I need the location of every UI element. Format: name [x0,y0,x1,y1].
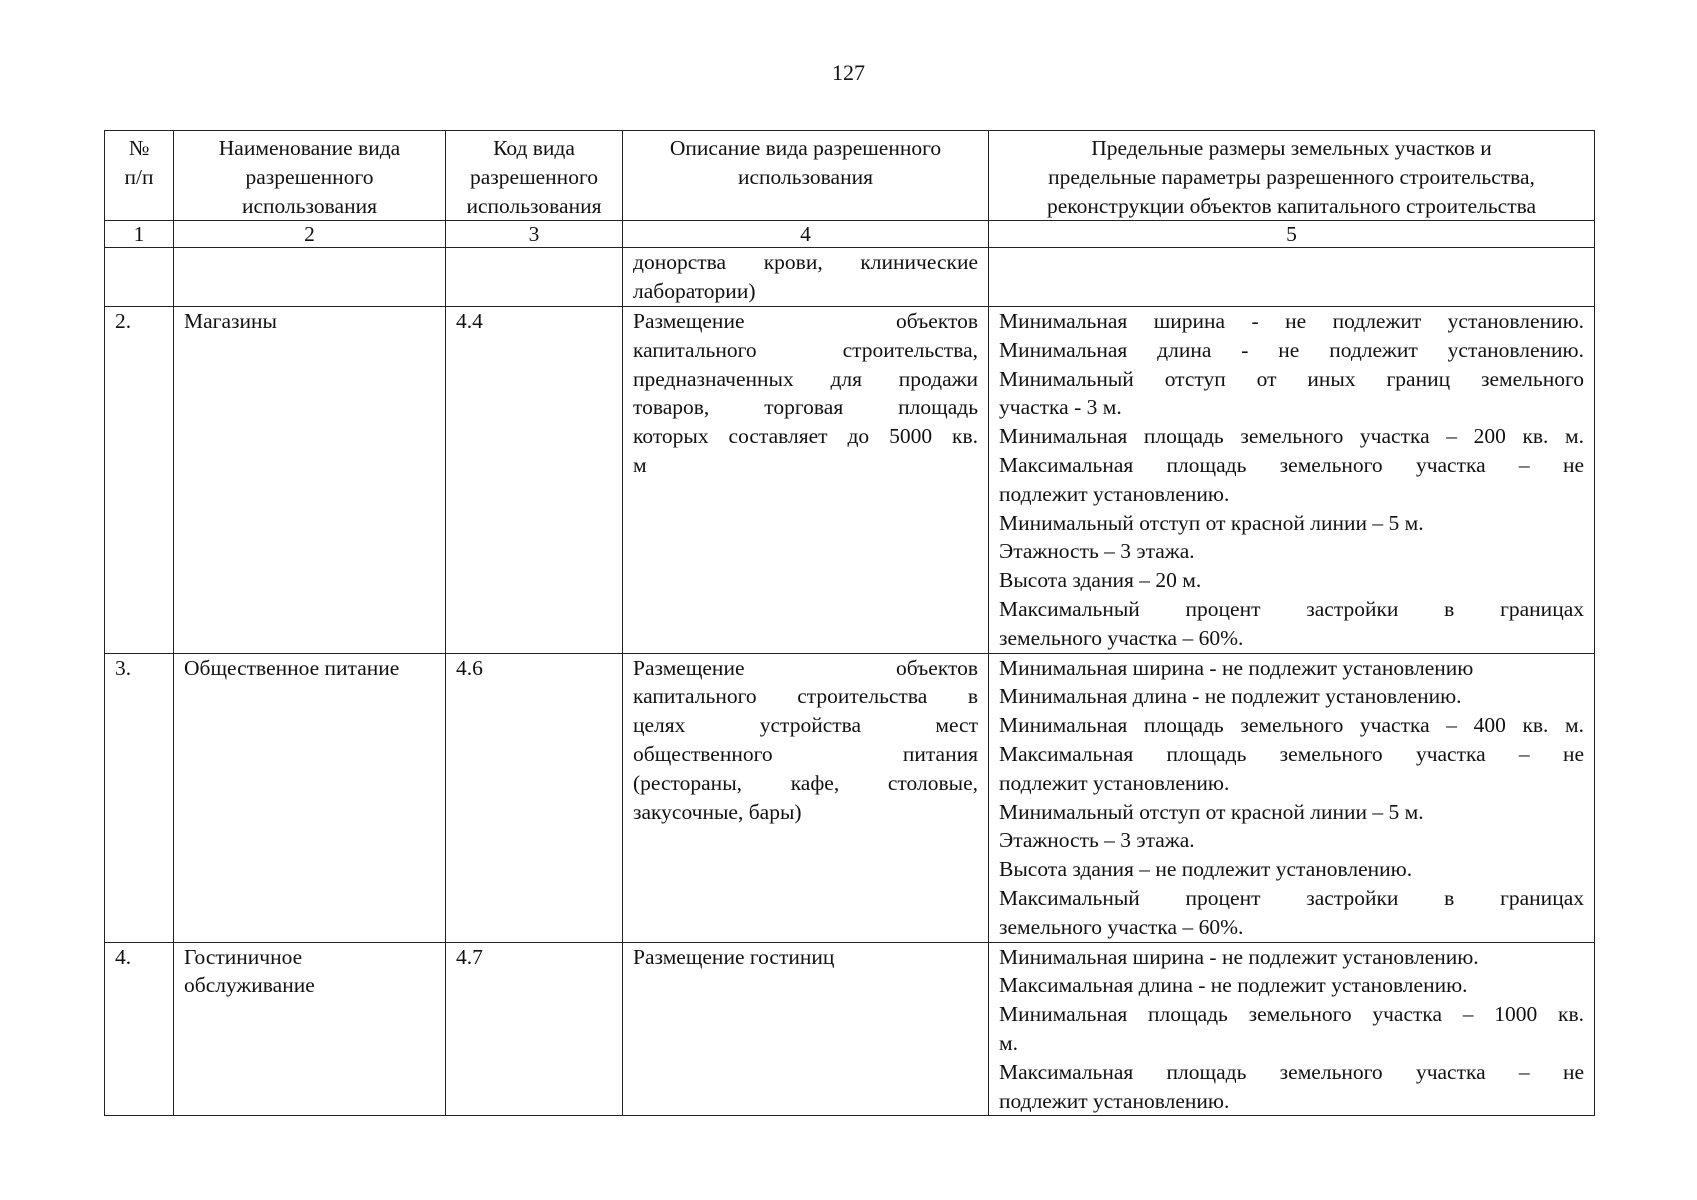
header-num [105,131,174,221]
description-line: закусочные, бары) [633,799,802,824]
row-number: 4. [105,942,174,1116]
header-line: использования [242,193,377,218]
header-params [989,131,1595,221]
parameter-line: м. [999,1030,1018,1055]
use-name-line: Общественное питание [184,655,400,680]
header-line: разрешенного [470,164,598,189]
header-line: использования [466,193,602,218]
description-line: Размещение объектов [633,308,978,333]
parameter-line: Минимальная ширина - не подлежит установлению [999,655,1474,680]
header-line: разрешенного [245,164,374,189]
column-number-row [105,221,1595,248]
parameter-line: Максимальная площадь земельного участка – не [999,1059,1584,1084]
table-row [105,653,1595,942]
header-line: Предельные размеры земельных участков и [1091,136,1492,160]
regulations-table [104,130,1595,1116]
use-parameters [989,248,1595,307]
parameter-line: Высота здания – не подлежит установлению. [999,857,1413,882]
use-code: 4.4 [446,306,623,653]
use-code: 4.7 [446,942,623,1116]
parameter-line: Максимальный процент застройки в границах [999,885,1584,910]
table-row [105,248,1595,307]
parameter-line: земельного участка – 60%. [999,914,1244,939]
column-number: 3 [446,221,623,248]
description-line: м [633,452,647,477]
use-description [623,942,989,1116]
parameter-line: Минимальная площадь земельного участка – 200 кв. м. [999,424,1584,449]
description-line: (рестораны, кафе, столовые, [633,770,978,795]
table-row [105,942,1595,1116]
column-number: 5 [989,221,1595,248]
header-line: использования [738,164,873,189]
use-description [623,248,989,307]
parameter-line: Минимальная ширина - не подлежит установлению. [999,308,1584,333]
use-name [174,942,446,1116]
column-number: 4 [623,221,989,248]
description-line: капитального строительства в [633,684,978,709]
column-number: 2 [174,221,446,248]
use-parameters [989,942,1595,1116]
parameter-line: подлежит установлению. [999,481,1230,506]
parameter-line: Максимальная площадь земельного участка – не [999,741,1584,766]
parameter-line: подлежит установлению. [999,770,1230,795]
parameter-line: Минимальная площадь земельного участка – 400 кв. м. [999,713,1584,738]
column-number: 1 [105,221,174,248]
parameter-line: земельного участка – 60%. [999,625,1244,650]
use-name [174,653,446,942]
header-name [174,131,446,221]
page-number: 127 [832,60,865,85]
description-line: общественного питания [633,741,978,766]
description-line: лаборатории) [633,279,756,304]
parameter-line: Максимальная площадь земельного участка – не [999,452,1584,477]
parameter-line: Минимальный отступ от красной линии – 5 м. [999,510,1424,535]
description-line: донорства крови, клинические [633,250,978,275]
use-name [174,248,446,307]
header-line: предельные параметры разрешенного строительства, [1048,164,1535,189]
header-line: Наименование вида [218,136,401,160]
parameter-line: Минимальная длина - не подлежит установлению. [999,684,1462,709]
header-line: п/п [124,164,154,189]
description-line: Размещение гостиниц [633,944,835,969]
header-line: № [128,136,150,160]
parameter-line: Этажность – 3 этажа. [999,539,1195,564]
parameter-line: Высота здания – 20 м. [999,568,1202,593]
table-row [105,306,1595,653]
use-parameters [989,653,1595,942]
row-number: 2. [105,306,174,653]
use-code: 4.6 [446,653,623,942]
header-line: Описание вида разрешенного [669,136,942,160]
row-number [105,248,174,307]
use-parameters [989,306,1595,653]
parameter-line: подлежит установлению. [999,1088,1230,1113]
parameter-line: Минимальный отступ от красной линии – 5 м. [999,799,1424,824]
use-name [174,306,446,653]
use-name-line: Магазины [184,308,277,333]
use-description [623,306,989,653]
parameter-line: Минимальная длина - не подлежит установлению. [999,337,1584,362]
use-name-line: обслуживание [184,973,315,998]
use-name-line: Гостиничное [184,944,303,969]
header-line: Код вида [493,136,575,160]
table-header-row [105,131,1595,221]
use-code [446,248,623,307]
description-line: Размещение объектов [633,655,978,680]
parameter-line: Максимальный процент застройки в границах [999,596,1584,621]
parameter-line: Этажность – 3 этажа. [999,828,1195,853]
parameter-line: Максимальная длина - не подлежит установлению. [999,973,1468,998]
description-line: целях устройства мест [633,713,978,738]
parameter-line: участка - 3 м. [999,395,1122,420]
header-description [623,131,989,221]
description-line: капитального строительства, [633,337,978,362]
row-number: 3. [105,653,174,942]
parameter-line: Минимальная площадь земельного участка – 1000 кв. [999,1002,1584,1027]
header-code [446,131,623,221]
header-line: реконструкции объектов капитального строительства [1046,193,1537,218]
description-line: товаров, торговая площадь [633,395,978,420]
parameter-line: Минимальный отступ от иных границ земельного [999,366,1584,391]
description-line: которых составляет до 5000 кв. [633,424,978,449]
use-description [623,653,989,942]
parameter-line: Минимальная ширина - не подлежит установлению. [999,944,1479,969]
description-line: предназначенных для продажи [633,366,978,391]
